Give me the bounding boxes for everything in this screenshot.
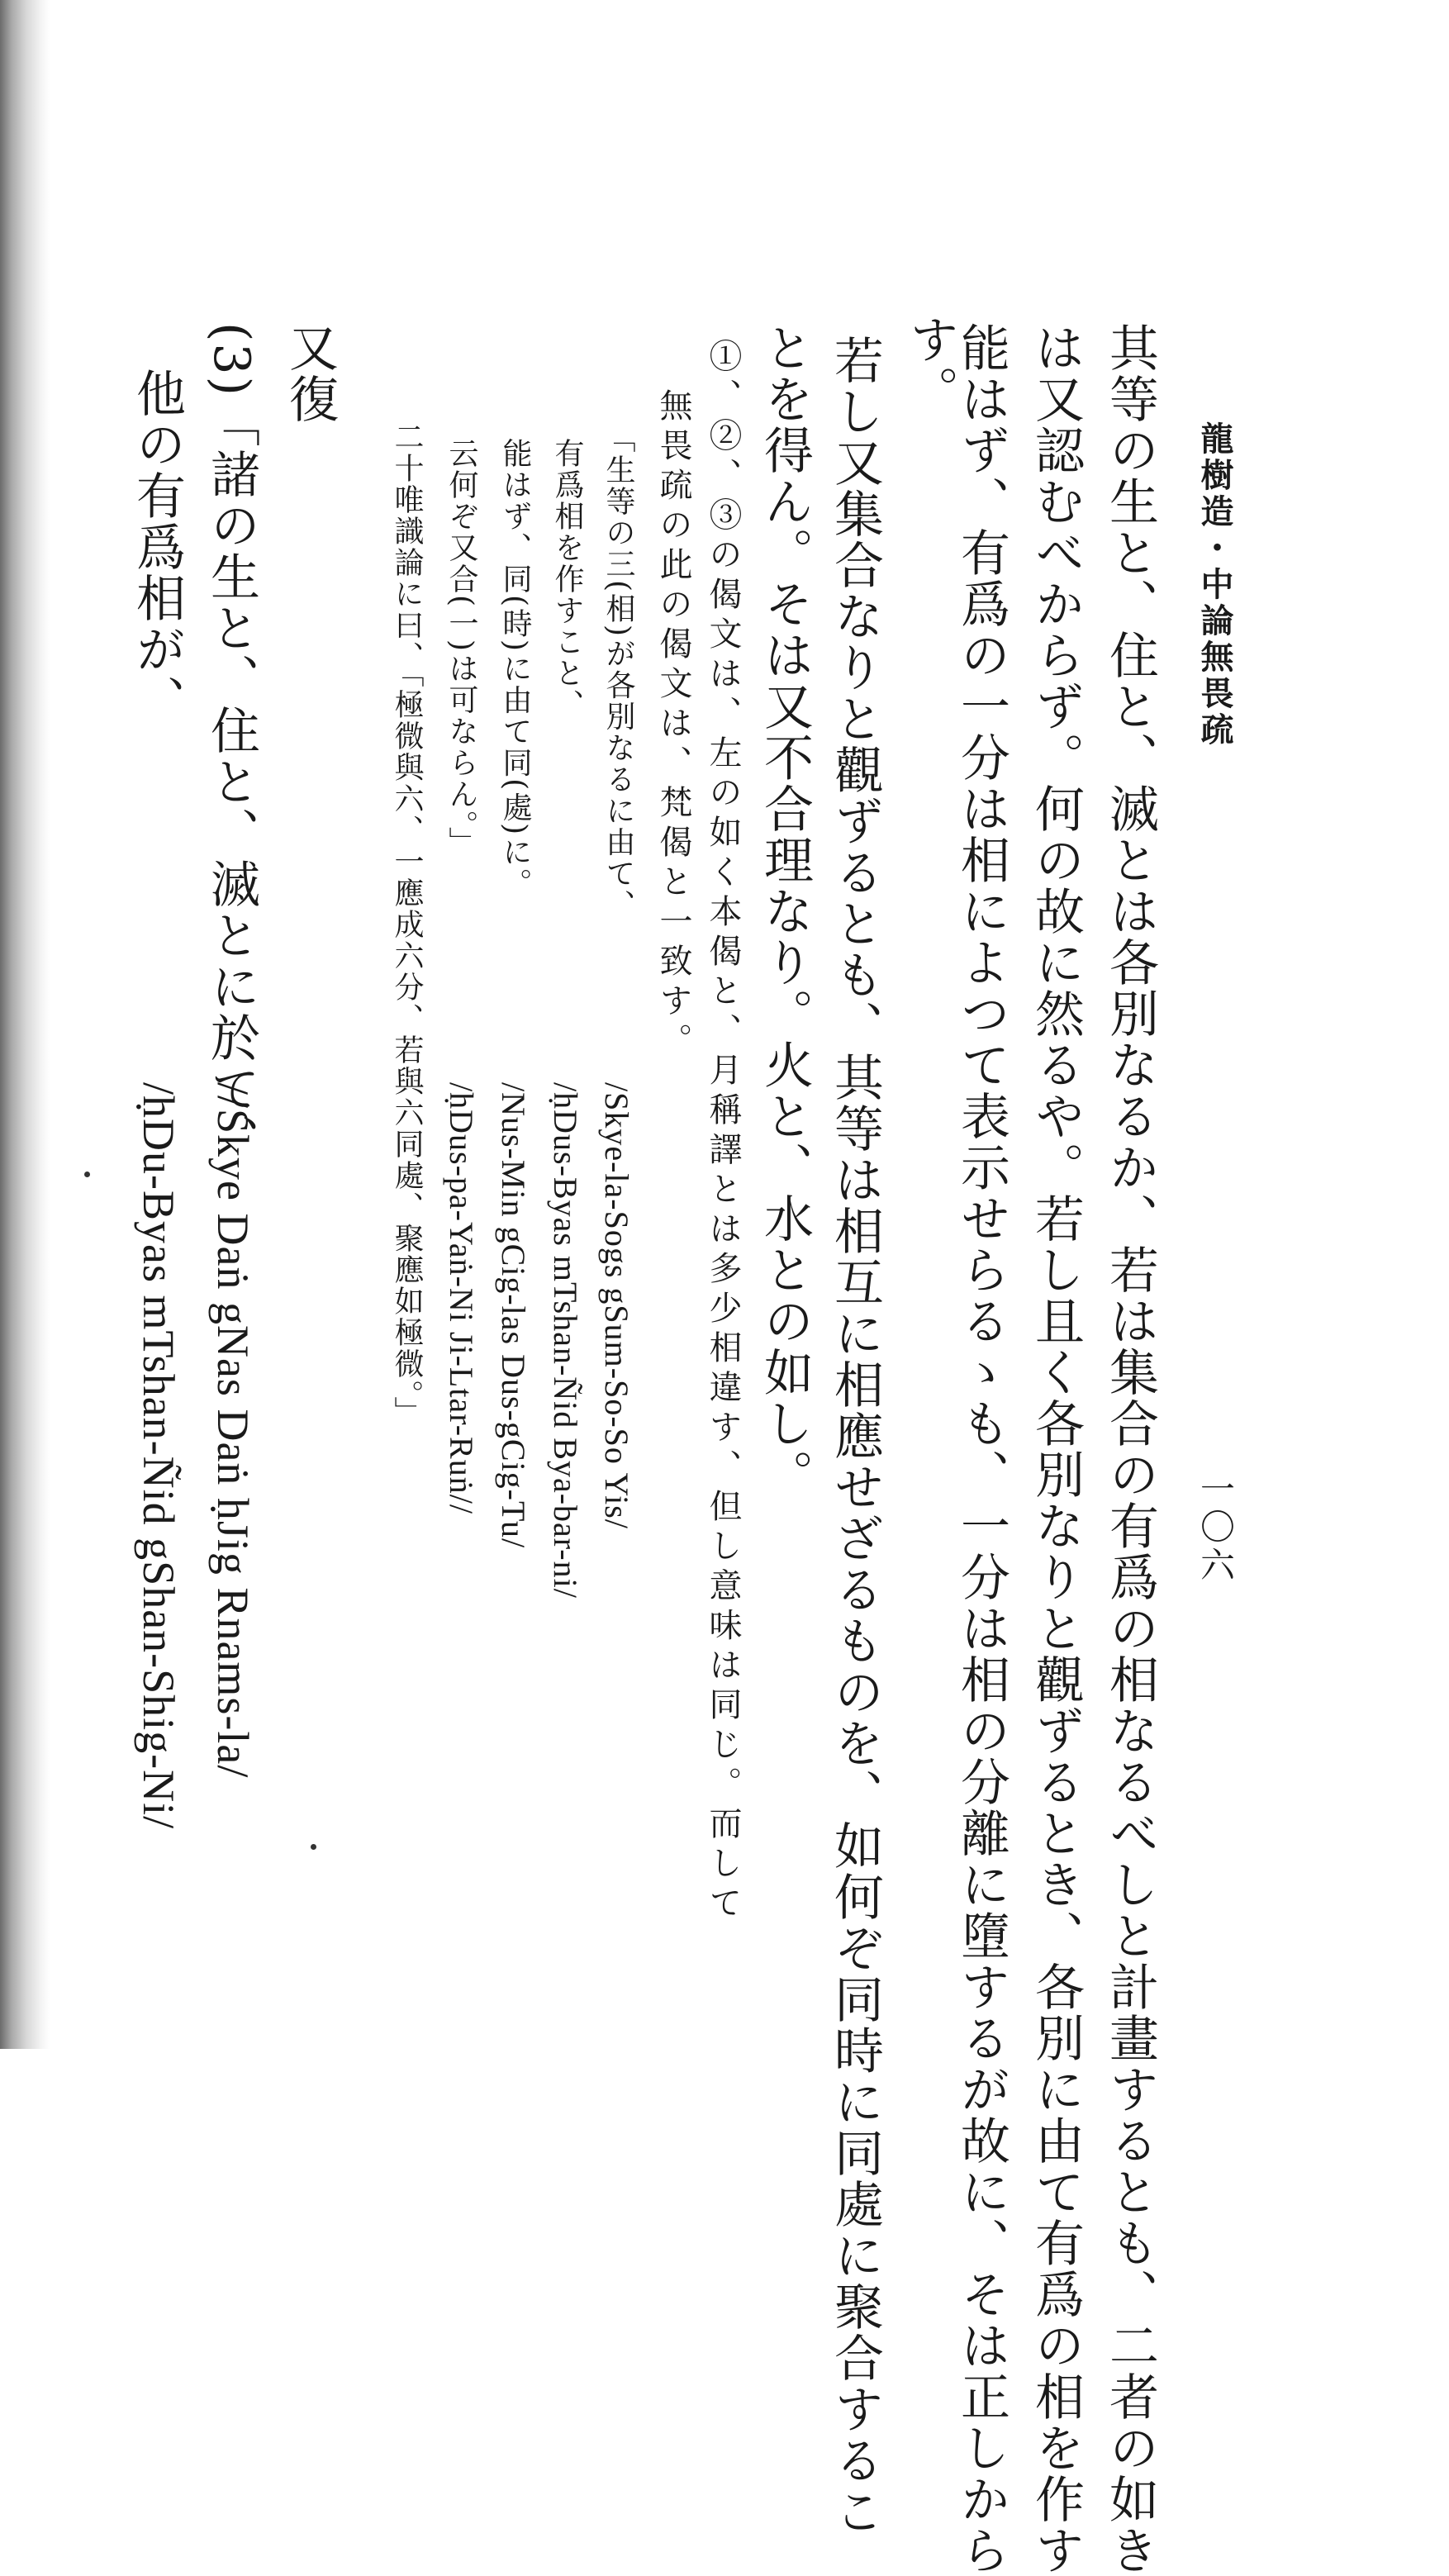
main-line-4: す。 <box>901 314 959 416</box>
main-line-2: は又認むべからず。何の故に然るや。若し且く各別なりと觀ずるとき、各別に由て有爲の相を作す <box>1027 322 1085 2576</box>
verse3-line-1: (3)「諸の生と、住と、滅とに於て、 <box>202 322 260 1166</box>
verse3-tib-2: /ḥDu-Byas mTshan-Ñid gShan-Shig-Ni/ <box>134 1082 183 1830</box>
scan-speck <box>84 1172 90 1177</box>
quote-tib-2: /ḥDus-Byas mTshan-Ñid Bya-bar-ni/ <box>547 1082 584 1599</box>
main-line-1: 其等の生と、住と、滅とは各別なるか、若は集合の有爲の相なるべしと計畫するとも、二者の如き <box>1101 322 1159 2576</box>
binding-shadow <box>0 0 50 2049</box>
verse3-tib-1: //Skye Daṅ gNas Daṅ ḥJig Rnams-la/ <box>208 1082 258 1779</box>
main-line-5: 若し又集合なりと觀ずるとも、其等は相互に相應せざるものを、如何ぞ同時に同處に聚合するこ <box>826 335 884 2537</box>
quote-jp-2: 有爲相を作すこと、 <box>550 438 584 720</box>
section-label: 又復 <box>281 322 339 425</box>
twenty-verses-citation: 二十唯識論に曰、「極微與六、一應成六分、若與六同處、聚應如極微。」 <box>390 421 424 1428</box>
quote-jp-1: 「生等の三(相)が各別なるに由て、 <box>601 423 635 921</box>
quote-tib-4: /ḥDus-pa-Yaṅ-Ni Ji-Ltar-Ruṅ// <box>443 1082 480 1514</box>
scan-speck <box>311 1844 316 1850</box>
page-number: 一〇六 <box>1195 1471 1236 1585</box>
quote-jp-3: 能はず、同(時)に由て同(處)に。 <box>498 438 532 900</box>
main-line-6: とを得ん。そは又不合理なり。火と、水との如し。 <box>756 322 814 1500</box>
verse3-line-2: 他の有爲相が、 <box>128 368 186 726</box>
main-line-3: 能はず、有爲の一分は相によつて表示せらるゝも、一分は相の分離に墮するが故に、そは正しから <box>953 322 1010 2576</box>
note-line-1: ①、②、③の偈文は、左の如く本偈と、月稱譯とは多少相違す、但し意味は同じ。而して <box>704 339 742 1925</box>
quote-tib-1: /Skye-la-Sogs gSum-So-So Yis/ <box>598 1082 635 1529</box>
quote-tib-3: /Nus-Min gCig-las Dus-gCig-Tu/ <box>495 1082 532 1549</box>
quote-jp-4: 云何ぞ又合(一)は可ならん。」 <box>444 438 478 858</box>
note-line-2: 無畏疏の此の偈文は、梵偈と一致す。 <box>654 388 692 1062</box>
running-title: 龍樹造・中論無畏疏 <box>1195 421 1234 749</box>
